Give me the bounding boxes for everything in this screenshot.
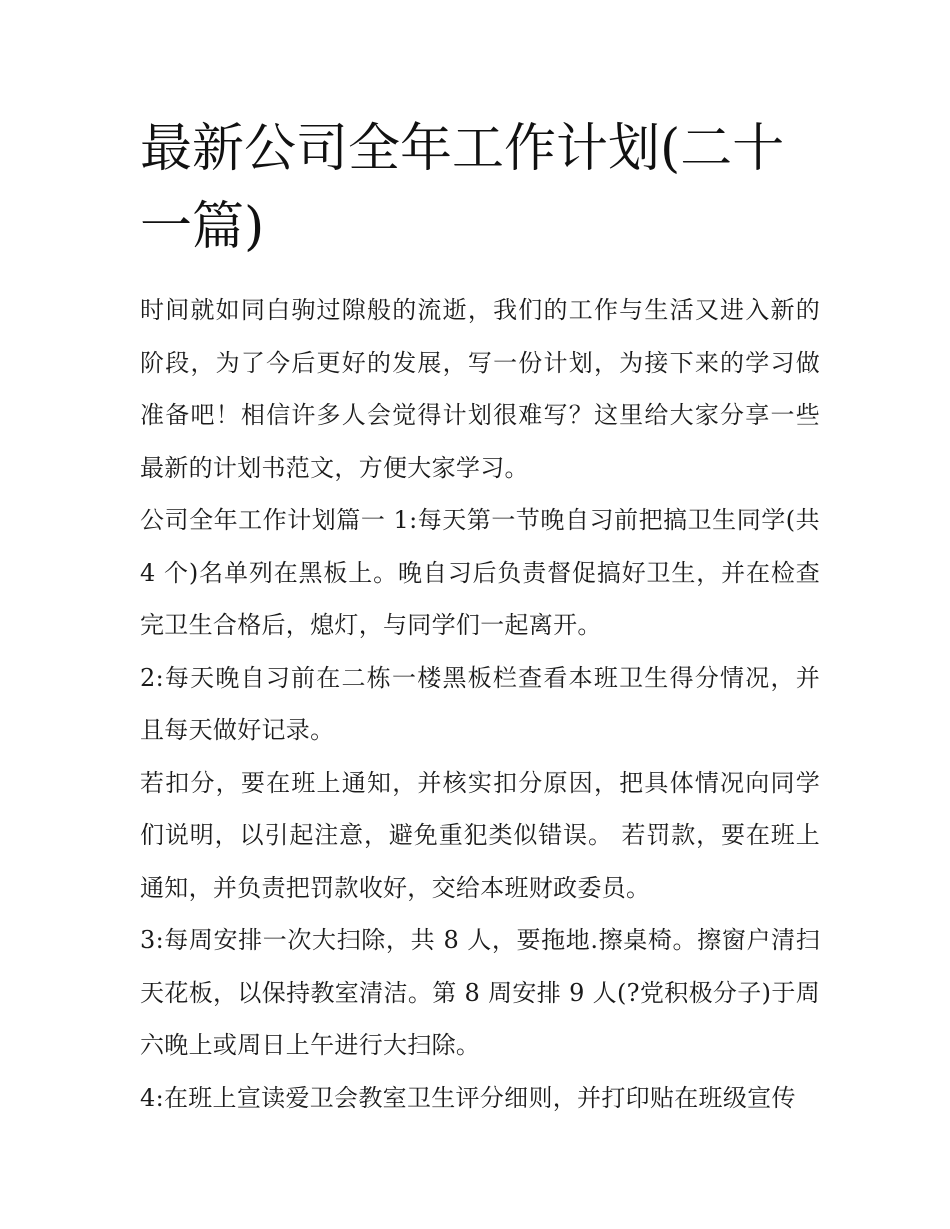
paragraph-item-1: 公司全年工作计划篇一 1:每天第一节晚自习前把搞卫生同学(共 4 个)名单列在黑板上。晚自习后负责督促搞好卫生，并在检查完卫生合格后，熄灯，与同学们一起离开。 bbox=[140, 506, 820, 639]
paragraph-item-4: 4:在班上宣读爱卫会教室卫生评分细则，并打印贴在班级宣传 bbox=[140, 1083, 796, 1112]
paragraph-item-3: 3:每周安排一次大扫除，共 8 人，要拖地.擦桌椅。擦窗户清扫天花板，以保持教室清洁。第 8 周安排 9 人(?党积极分子)于周六晚上或周日上午进行大扫除。 bbox=[140, 926, 820, 1059]
paragraph-item-2: 2:每天晚自习前在二栋一楼黑板栏查看本班卫生得分情况，并且每天做好记录。 bbox=[140, 663, 820, 744]
paragraph-intro: 时间就如同白驹过隙般的流逝，我们的工作与生活又进入新的阶段，为了今后更好的发展，写一份计划，为接下来的学习做准备吧！相信许多人会觉得计划很难写？这里给大家分享一些最新的计划书范文，方便大家学习。 bbox=[140, 296, 820, 482]
paragraph-deduction-note: 若扣分，要在班上通知，并核实扣分原因，把具体情况向同学们说明，以引起注意，避免重犯类似错误。 若罚款，要在班上通知，并负责把罚款收好，交给本班财政委员。 bbox=[140, 768, 820, 902]
document-body bbox=[140, 110, 820, 1124]
document-title: 最新公司全年工作计划(二十一篇) bbox=[140, 119, 785, 257]
